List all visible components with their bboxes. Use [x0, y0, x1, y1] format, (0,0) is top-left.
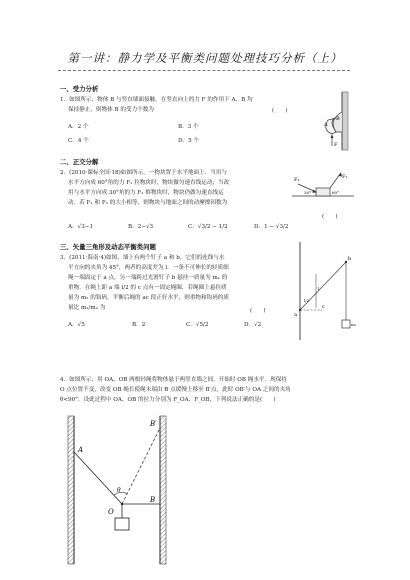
fig-label: m₁ [351, 322, 356, 327]
title-divider [58, 70, 350, 71]
fig-label: θ [117, 487, 121, 494]
fig-label: F₁ [342, 174, 348, 180]
q3-answer-paren: ( ) [250, 308, 266, 314]
option: C．√3/2 − 1/2 [188, 224, 228, 230]
option: D．√2 [244, 322, 262, 328]
section-heading: 三、矢量三角形及动态平衡类问题 [60, 243, 156, 251]
fig-label: a [294, 312, 297, 318]
fig-label: O [108, 508, 114, 516]
fig-label: F [334, 142, 338, 148]
fig-label: l/2 [304, 298, 310, 303]
fig-label: B′ [150, 420, 157, 428]
mass-m1 [342, 320, 350, 328]
option: A．√5 [68, 322, 85, 328]
q3-line: 绳一端固定于 a 点，另一端跨过光滑钉子 b 悬挂一质量为 m₁ 的 [68, 275, 228, 281]
hanging-object [115, 518, 129, 530]
q2-line: 水平方向成 60°角的力 F₁ 拉物块时，物块做匀速直线运动；当改 [68, 180, 230, 186]
q4-line: 4．如图所示，用 OA、OB 两根轻绳将物体悬于两竖直墙之间，开始时 OB 绳水平．现保持 [60, 377, 287, 383]
fig-label: 30° [304, 190, 312, 195]
option: A．2 个 [68, 124, 89, 130]
fig-label: F₂ [294, 177, 300, 183]
rope-ob-prime [122, 428, 160, 504]
block [316, 188, 330, 196]
option: B．2 [132, 322, 146, 328]
q2-answer-paren: ( ) [322, 214, 338, 220]
option: B．2−√3 [128, 224, 154, 230]
fig-label: b [348, 256, 352, 262]
force-f1-arrow [330, 174, 340, 188]
q3-line: 量为 m₂ 的钩码，平衡后绳的 ac 段正好水平，则重物和钩码的质 [68, 295, 229, 301]
q3-line: 量比 m₁/m₂ 为 [68, 305, 106, 311]
option: C．4 个 [68, 138, 89, 144]
wall [342, 92, 348, 150]
q2-line: 动．若 F₁ 和 F₂ 的大小相等，则物块与地面之间的动摩擦因数为 [68, 200, 228, 206]
q2-figure [290, 170, 356, 206]
right-wall [160, 416, 166, 564]
fig-label: B [336, 116, 340, 122]
q3-line: 3．(2011·海南·4)如图，墙上有两个钉子 a 和 b，它们的连线与水 [60, 255, 225, 261]
q4-figure [66, 408, 176, 568]
q1-line: 1．如图所示，物体 B 与竖直墙面接触，在竖直向上的力 F 的作用下 A、B 均 [60, 97, 253, 103]
fig-label: A [78, 446, 84, 454]
section-heading: 二、正交分解 [60, 158, 99, 166]
q2-line: 2．(2010·课标全国·18)如图所示，一物块置于水平地面上．当用与 [60, 170, 228, 176]
option: B．3 个 [178, 124, 199, 130]
force-f-arrowhead [331, 134, 334, 138]
q4-line: θ<90°．设此过程中 OA、OB 的拉力分别为 F_OA、F_OB，下列说法正确的是( ) [60, 397, 276, 403]
q1-answer-paren: ( ) [272, 108, 288, 114]
section-heading: 一、受力分析 [60, 85, 99, 93]
q4-line: O 点位置不变，改变 OB 绳长使绳末端由 B 点缓慢上移至 B′点，此时 OB′与 OA 之间的夹角 [60, 387, 291, 393]
rope-oa [74, 452, 122, 504]
q1-line: 保持静止，则物体 B 的受力个数为 [68, 107, 154, 113]
fig-label: A [324, 122, 328, 128]
fig-label: B [150, 496, 156, 504]
q1-figure [318, 90, 350, 152]
q2-line: 用与水平方向成 30°角的力 F₂ 推物块时，物块仍做匀速直线运 [68, 190, 224, 196]
page-title: 第一讲：静力学及平衡类问题处理技巧分析（上） [67, 51, 343, 65]
option: D．1 − √3/2 [254, 224, 289, 230]
option: C．√5/2 [186, 322, 209, 328]
fig-label: l [318, 286, 320, 291]
option: D．5 个 [178, 138, 200, 144]
q3-line: 平方向的夹角为 45°，两者的高度差为 l．一条不可伸长的轻质细 [68, 265, 229, 271]
q3-figure [292, 240, 356, 344]
fig-label: c [322, 304, 325, 310]
option: A．√3−1 [68, 224, 94, 230]
fig-label: 60° [332, 190, 340, 195]
point-o [121, 503, 123, 505]
q3-line: 重物．在绳上距 a 端 l/2 的 c 点有一固定绳圈．若绳圈上悬挂质 [68, 285, 227, 291]
left-wall [68, 416, 74, 564]
